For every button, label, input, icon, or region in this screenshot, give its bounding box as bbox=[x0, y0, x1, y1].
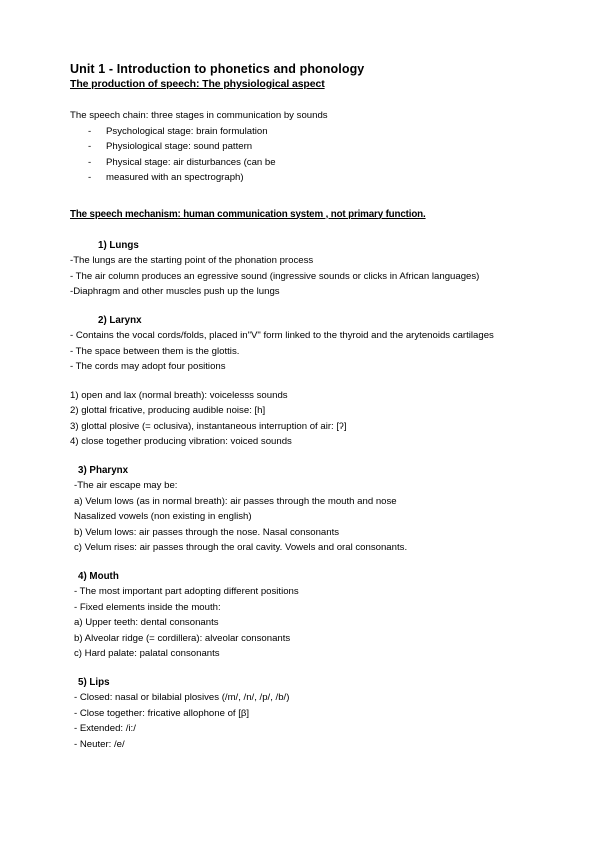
pharynx-line-1: -The air escape may be: bbox=[74, 480, 178, 491]
list-item-label: Physical stage: air disturbances (can be bbox=[106, 156, 276, 168]
list-item bbox=[70, 139, 548, 155]
list-item bbox=[70, 155, 548, 171]
lungs-line-3: -Diaphragm and other muscles push up the lungs bbox=[70, 286, 280, 297]
section-heading-mechanism: The speech mechanism: human communication system , not primary function. bbox=[70, 208, 426, 220]
list-item-label: Physiological stage: sound pattern bbox=[106, 141, 253, 152]
lungs-line-2: - The air column produces an egressive sound (ingressive sounds or clicks in African languages) bbox=[70, 270, 480, 282]
mouth-line-4: b) Alveolar ridge (= cordillera): alveolar consonants bbox=[74, 632, 291, 644]
mouth-line-2: - Fixed elements inside the mouth: bbox=[74, 601, 221, 613]
heading-lungs: 1) Lungs bbox=[98, 239, 139, 251]
lips-line-1: - Closed: nasal or bilabial plosives (/m/, /n/, /p/, /b/) bbox=[74, 692, 290, 703]
dash-marker: - bbox=[88, 125, 92, 137]
larynx-position-4: 4) close together producing vibration: voiced sounds bbox=[70, 436, 292, 447]
dash-marker: - bbox=[88, 141, 92, 152]
larynx-line-2: - The space between them is the glottis. bbox=[70, 345, 240, 357]
larynx-position-1: 1) open and lax (normal breath): voicelesss sounds bbox=[70, 389, 288, 401]
list-item-label: Psychological stage: brain formulation bbox=[106, 125, 268, 137]
pharynx-line-5: c) Velum rises: air passes through the oral cavity. Vowels and oral consonants. bbox=[74, 542, 408, 553]
heading-mouth: 4) Mouth bbox=[78, 570, 119, 582]
list-item bbox=[70, 170, 548, 186]
list-item-label: measured with an spectrograph) bbox=[106, 172, 244, 183]
speech-chain-list bbox=[70, 124, 548, 186]
pharynx-line-2: a) Velum lows (as in normal breath): air passes through the mouth and nose bbox=[74, 495, 397, 507]
lips-line-3: - Extended: /i:/ bbox=[74, 723, 136, 734]
heading-lips: 5) Lips bbox=[78, 676, 110, 688]
dash-marker: - bbox=[88, 172, 92, 183]
section-heading-production: The production of speech: The physiological aspect bbox=[70, 78, 325, 90]
mouth-line-1: - The most important part adopting different positions bbox=[74, 586, 299, 597]
list-item bbox=[70, 124, 548, 140]
mouth-line-5: c) Hard palate: palatal consonants bbox=[74, 648, 220, 659]
lips-line-4: - Neuter: /e/ bbox=[74, 738, 125, 750]
lips-line-2: - Close together: fricative allophone of [β] bbox=[74, 707, 250, 719]
pharynx-line-4: b) Velum lows: air passes through the nose. Nasal consonants bbox=[74, 526, 340, 538]
larynx-line-1: - Contains the vocal cords/folds, placed in"V" form linked to the thyroid and the arytenoids cartilages bbox=[70, 330, 494, 341]
pharynx-line-3: Nasalized vowels (non existing in english) bbox=[74, 511, 252, 522]
dash-marker: - bbox=[88, 156, 92, 168]
heading-pharynx: 3) Pharynx bbox=[78, 464, 129, 476]
lungs-line-1: -The lungs are the starting point of the phonation process bbox=[70, 255, 314, 266]
mouth-line-3: a) Upper teeth: dental consonants bbox=[74, 617, 219, 628]
larynx-position-3: 3) glottal plosive (= oclusiva), instantaneous interruption of air: [ʔ] bbox=[70, 420, 347, 432]
larynx-line-3: - The cords may adopt four positions bbox=[70, 361, 226, 372]
larynx-position-2: 2) glottal fricative, producing audible noise: [h] bbox=[70, 405, 266, 416]
heading-larynx: 2) Larynx bbox=[98, 314, 142, 326]
speech-chain-intro: The speech chain: three stages in communication by sounds bbox=[70, 110, 328, 121]
page-title: Unit 1 - Introduction to phonetics and phonology bbox=[70, 62, 365, 76]
